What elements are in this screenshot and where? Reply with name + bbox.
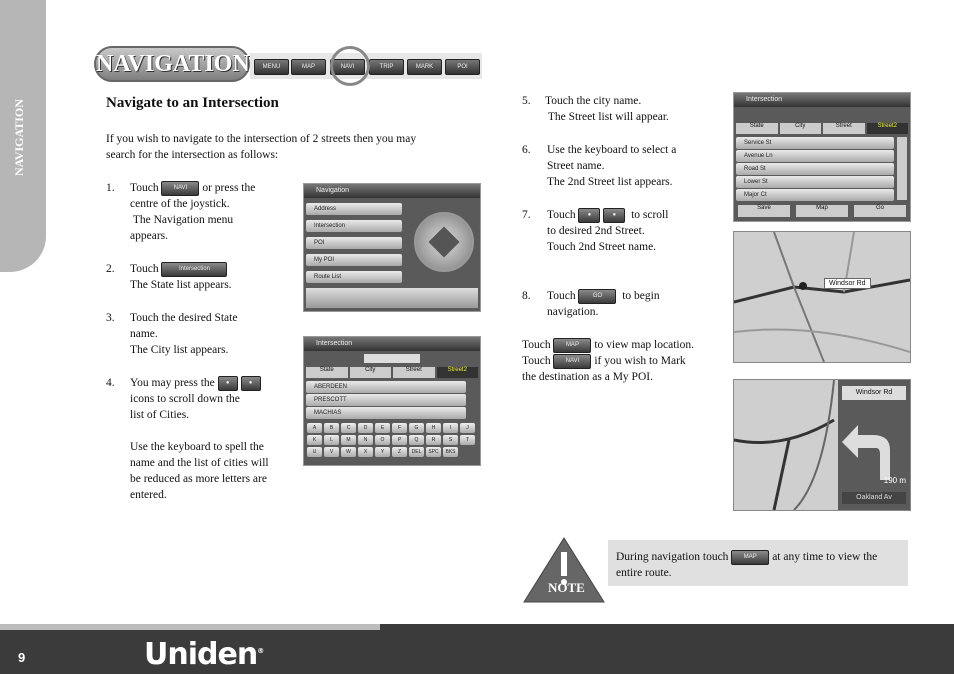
save-button-icon: Save	[738, 205, 790, 217]
side-tab-label: NAVIGATION	[12, 99, 26, 176]
menu-item: Intersection	[306, 220, 402, 232]
navigation-map-screenshot	[733, 379, 911, 511]
note-text: During navigation touch MAP at any time to view the entire route.	[616, 551, 878, 579]
note-badge: NOTE	[548, 580, 585, 595]
step-3: Touch the desired State name. The City list appears.	[130, 312, 238, 356]
navigation-menu-screenshot	[303, 183, 481, 312]
tab-trip: TRIP	[369, 59, 404, 75]
keyboard-key: G	[409, 423, 424, 433]
current-street-label: Oakland Av	[842, 492, 906, 504]
list-item: Major Ct	[736, 189, 894, 201]
keyboard-key: A	[307, 423, 322, 433]
keyboard-key: R	[426, 435, 441, 445]
step-6-number: 6.	[522, 144, 531, 156]
intersection-keyboard-screenshot	[303, 336, 481, 466]
page-number: 9	[18, 650, 26, 665]
keyboard-key: I	[443, 423, 458, 433]
screen-title: Intersection	[734, 93, 910, 107]
next-street-label: Windsor Rd	[842, 386, 906, 400]
menu-item: Route List	[306, 271, 402, 283]
menu-item: My POI	[306, 254, 402, 266]
step-5: Touch the city name. The Street list will appear.	[545, 95, 669, 123]
keyboard-key: W	[341, 447, 356, 457]
tab-state: State	[306, 367, 348, 378]
navi-button-icon: NAVI	[161, 181, 199, 196]
keyboard-key: M	[341, 435, 356, 445]
scroll-up-icon: ●	[578, 208, 600, 223]
keyboard-key: SPC	[426, 447, 441, 457]
keyboard-key: DEL	[409, 447, 424, 457]
scroll-down-icon: ●	[603, 208, 625, 223]
keyboard-key: H	[426, 423, 441, 433]
list-item: Service St	[736, 137, 894, 149]
step-8: Touch GO to begin navigation.	[547, 290, 660, 318]
map-roads	[734, 232, 910, 362]
joystick-icon	[414, 212, 474, 272]
search-field	[364, 354, 420, 363]
go-button-icon: Go	[854, 205, 906, 217]
tab-mark: MARK	[407, 59, 442, 75]
keyboard-key: P	[392, 435, 407, 445]
location-marker-icon	[799, 282, 807, 290]
step-6: Use the keyboard to select a Street name. The 2nd Street list appears.	[547, 144, 677, 188]
map-label: Windsor Rd	[824, 278, 871, 289]
intro-text: If you wish to navigate to the intersection of 2 streets then you may search for the intersection as follows:	[106, 133, 417, 161]
tab-street: Street	[823, 123, 865, 134]
tab-state: State	[736, 123, 778, 134]
section-title: Navigate to an Intersection	[106, 95, 279, 111]
keyboard-key: L	[324, 435, 339, 445]
footer-accent	[0, 624, 380, 630]
tab-street2: Street2	[437, 367, 479, 378]
tab-menu: MENU	[254, 59, 289, 75]
keyboard-key: BKS	[443, 447, 458, 457]
navi-button-icon: NAVI	[553, 354, 591, 369]
keyboard-key: Q	[409, 435, 424, 445]
turn-arrow-icon	[838, 410, 910, 480]
keyboard-key: T	[460, 435, 475, 445]
step-1-number: 1.	[106, 182, 115, 194]
screen-title: Navigation	[304, 184, 480, 198]
step-4-number: 4.	[106, 377, 115, 389]
list-item: MACHIAS	[306, 407, 466, 419]
map-button-icon: Map	[796, 205, 848, 217]
map-button-icon: MAP	[553, 338, 591, 353]
scroll-down-icon: ●	[241, 376, 261, 391]
shortcut-bar	[306, 288, 478, 308]
keyboard-key: J	[460, 423, 475, 433]
keyboard-key: N	[358, 435, 373, 445]
tab-street2: Street2	[867, 123, 909, 134]
step-2: Touch Intersection The State list appears.	[130, 263, 232, 291]
step-7: Touch ● ● to scroll to desired 2nd Street. Touch 2nd Street name.	[547, 209, 669, 253]
distance-readout: 190 m	[883, 476, 906, 485]
keyboard-key: Z	[392, 447, 407, 457]
keyboard-key: F	[392, 423, 407, 433]
turn-panel	[838, 380, 910, 510]
keyboard-key: D	[358, 423, 373, 433]
map-instructions: Touch MAP to view map location. Touch NAVI if you wish to Mark the destination as a My POI.	[522, 339, 694, 383]
map-location-screenshot	[733, 231, 911, 363]
list-item: Avenue Ln	[736, 150, 894, 162]
tab-map: MAP	[291, 59, 326, 75]
keyboard-key: Y	[375, 447, 390, 457]
list-item: Road St	[736, 163, 894, 175]
highlight-circle	[330, 46, 370, 86]
street-list-screenshot	[733, 92, 911, 222]
keyboard-key: B	[324, 423, 339, 433]
tab-poi: POI	[445, 59, 480, 75]
keyboard-key: C	[341, 423, 356, 433]
keyboard-key: U	[307, 447, 322, 457]
keyboard-key: X	[358, 447, 373, 457]
list-item: ABERDEEN	[306, 381, 466, 393]
menu-item: Address	[306, 203, 402, 215]
uniden-logo: Uniden®	[144, 637, 264, 672]
tab-city: City	[780, 123, 822, 134]
keyboard-key: K	[307, 435, 322, 445]
step-5-number: 5.	[522, 95, 531, 107]
step-4: You may press the ● ● icons to scroll down the list of Cities. Use the keyboard to spell the name and the list of cities will be reduced as more letters are entered.	[130, 377, 269, 501]
list-item: PRESCOTT	[306, 394, 466, 406]
map-button-icon: MAP	[731, 550, 769, 565]
list-item: Lower St	[736, 176, 894, 188]
menu-item: POI	[306, 237, 402, 249]
step-8-number: 8.	[522, 290, 531, 302]
keyboard-key: O	[375, 435, 390, 445]
scrollbar	[897, 137, 907, 200]
step-7-number: 7.	[522, 209, 531, 221]
tab-city: City	[350, 367, 392, 378]
screen-title: Intersection	[304, 337, 480, 351]
intersection-button-icon: Intersection	[161, 262, 227, 277]
keyboard	[307, 423, 477, 457]
step-3-number: 3.	[106, 312, 115, 324]
page-title: NAVIGATION	[94, 46, 250, 82]
tab-street: Street	[393, 367, 435, 378]
go-button-icon: GO	[578, 289, 616, 304]
step-2-number: 2.	[106, 263, 115, 275]
scroll-up-icon: ●	[218, 376, 238, 391]
tab-navi: NAVI	[330, 59, 365, 75]
keyboard-key: S	[443, 435, 458, 445]
step-1: Touch NAVI or press the centre of the joystick. The Navigation menu appears.	[130, 182, 256, 242]
keyboard-key: V	[324, 447, 339, 457]
keyboard-key: E	[375, 423, 390, 433]
